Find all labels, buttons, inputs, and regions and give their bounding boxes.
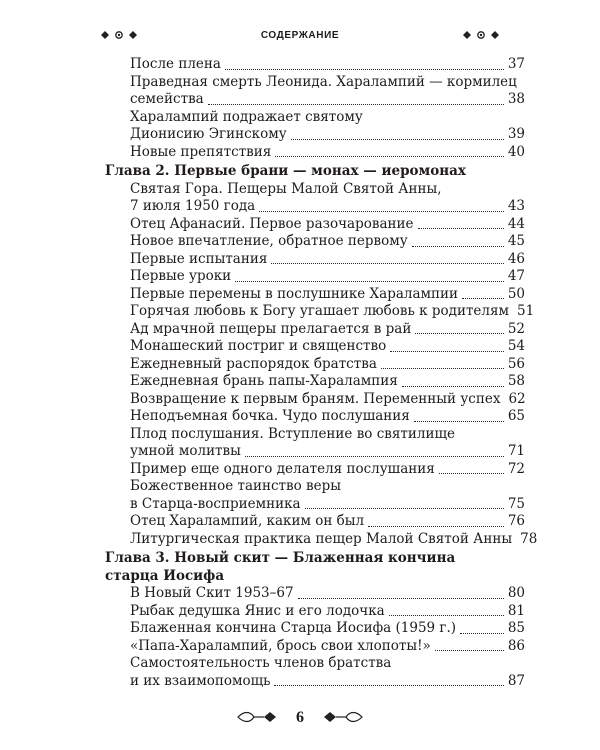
footer-right-ornament-icon: [320, 709, 364, 728]
toc-entry-text: После плена: [130, 56, 221, 72]
toc-page-number: 52: [507, 320, 525, 337]
toc-entry-text: «Папа-Харалампий, брось свои хлопоты!»: [130, 637, 431, 654]
toc-entry-text: Новое впечатление, обратное первому: [130, 233, 408, 249]
dot-leader: [271, 263, 503, 264]
toc-page-number: 56: [507, 355, 525, 372]
dot-leader: [381, 368, 504, 369]
toc-page-number: 38: [507, 91, 525, 107]
header-left-ornament-icon: [100, 30, 138, 40]
toc-page-number: 37: [507, 56, 525, 72]
toc-entry: [105, 56, 525, 74]
toc-entry: [105, 620, 525, 638]
toc-entry-text: Дионисию Эгинскому: [130, 126, 287, 142]
toc-entry: [105, 321, 525, 339]
toc-page-number: 47: [507, 268, 525, 284]
toc-entry: [105, 109, 525, 144]
page-footer: [0, 706, 600, 730]
toc-entry-text: Харалампий подражает святому: [130, 108, 363, 125]
toc-page-number: 85: [507, 620, 525, 636]
dot-leader: [259, 211, 504, 212]
toc-entry: [105, 216, 525, 234]
toc-entry: [105, 530, 538, 549]
dot-leader: [368, 526, 504, 527]
toc-page-number: 72: [507, 460, 525, 477]
toc-page-number: 62: [508, 390, 526, 407]
dot-leader: [291, 139, 504, 140]
toc-entry-text: Горячая любовь к Богу угашает любовь к родителям: [130, 303, 510, 319]
toc-entry-text: Первые испытания: [130, 250, 268, 267]
toc-entry-text: 7 июля 1950 года: [130, 198, 256, 214]
toc-chapter-heading: [105, 550, 525, 585]
toc-entry-text: Ад мрачной пещеры прелагается в рай: [130, 320, 412, 337]
dot-leader: [439, 473, 504, 474]
toc-entry: [105, 391, 525, 409]
toc-entry-text: и их взаимопомощь: [130, 672, 271, 689]
toc-entry-text: Первые перемены в послушнике Харалампии: [130, 285, 459, 302]
table-of-contents: [105, 56, 538, 690]
toc-entry: [105, 585, 525, 603]
toc-page-number: 58: [507, 373, 525, 389]
toc-entry-text: Новые препятствия: [130, 143, 272, 160]
toc-entry: [105, 461, 525, 479]
footer-left-ornament-icon: [236, 709, 280, 728]
dot-leader: [402, 386, 504, 387]
toc-entry-text: Божественное таинство веры: [130, 478, 342, 494]
dot-leader: [460, 633, 504, 634]
toc-entry: [105, 233, 525, 251]
header-title: СОДЕРЖАНИЕ: [260, 29, 340, 41]
toc-page-number: 81: [507, 602, 525, 619]
toc-entry: [105, 638, 525, 656]
toc-page-number: 50: [507, 285, 525, 302]
dot-leader: [415, 333, 503, 334]
toc-entry: [105, 655, 525, 690]
dot-leader: [414, 421, 504, 422]
dot-leader: [462, 298, 504, 299]
toc-entry: [105, 478, 525, 513]
toc-entry: [105, 268, 525, 286]
dot-leader: [225, 69, 504, 70]
toc-page-number: 46: [507, 250, 525, 267]
toc-entry-text: Отец Афанасий. Первое разочарование: [130, 215, 414, 232]
toc-page-number: 44: [507, 215, 525, 232]
toc-entry: [105, 181, 525, 216]
toc-page-number: 51: [517, 303, 535, 319]
dot-leader: [412, 246, 504, 247]
toc-entry-text: Блаженная кончина Старца Иосифа (1959 г.): [130, 620, 457, 636]
toc-entry: [105, 251, 525, 269]
toc-entry-text: Пример еще одного делателя послушания: [130, 460, 435, 477]
toc-page-number: 76: [507, 513, 525, 529]
toc-entry-text: Возвращение к первым браням. Переменный успех: [130, 390, 501, 407]
toc-entry: [105, 373, 525, 391]
toc-entry: [105, 356, 525, 374]
toc-entry-text: Плод послушания. Вступление во святилище: [130, 425, 455, 442]
toc-page-number: 54: [507, 338, 525, 354]
dot-leader: [298, 598, 504, 599]
toc-entry-text: Ежедневная брань папы-Харалампия: [130, 373, 398, 389]
toc-page-number: 78: [520, 530, 538, 547]
running-header: [100, 22, 500, 48]
toc-entry: [105, 426, 525, 461]
toc-entry-text: Глава 2. Первые брани — монах — иеромонах: [105, 163, 466, 179]
toc-chapter-heading: [105, 163, 525, 181]
dot-leader: [435, 650, 504, 651]
toc-page-number: 39: [507, 126, 525, 142]
toc-entry-text: Ежедневный распорядок братства: [130, 355, 377, 372]
toc-page-number: 40: [507, 143, 525, 160]
dot-leader: [245, 456, 504, 457]
page-number: 6: [296, 709, 304, 726]
toc-entry: [105, 286, 525, 304]
toc-entry-text: Отец Харалампий, каким он был: [130, 513, 365, 529]
toc-entry: [105, 338, 525, 356]
toc-page-number: 71: [507, 443, 525, 459]
dot-leader: [275, 156, 504, 157]
header-right-ornament-icon: [462, 30, 500, 40]
dot-leader: [208, 104, 504, 105]
dot-leader: [235, 281, 504, 282]
toc-entry-text: Глава 3. Новый скит — Блаженная кончина: [105, 550, 456, 566]
toc-entry: [105, 74, 525, 109]
dot-leader: [390, 351, 504, 352]
toc-page-number: 87: [507, 672, 525, 689]
toc-entry-text: Самостоятельность членов братства: [130, 655, 392, 671]
toc-page-number: 65: [507, 408, 525, 424]
toc-page-number: 75: [507, 495, 525, 512]
toc-entry: [105, 603, 525, 621]
toc-page-number: 86: [507, 637, 525, 654]
toc-entry-text: Святая Гора. Пещеры Малой Святой Анны,: [130, 180, 442, 197]
dot-leader: [418, 228, 504, 229]
toc-entry-text: Праведная смерть Леонида. Харалампий — кормилец: [130, 73, 517, 90]
toc-entry-text: В Новый Скит 1953–67: [130, 585, 294, 601]
dot-leader: [305, 508, 504, 509]
toc-entry-text: Неподъемная бочка. Чудо послушания: [130, 408, 410, 424]
dot-leader: [389, 615, 504, 616]
toc-entry-text: Монашеский постриг и священство: [130, 338, 387, 354]
toc-entry-text: Первые уроки: [130, 268, 232, 284]
toc-entry: [105, 303, 535, 321]
dot-leader: [274, 685, 503, 686]
toc-entry-text: семейства: [130, 91, 204, 107]
toc-page-number: 80: [507, 585, 525, 601]
toc-entry-text: умной молитвы: [130, 443, 241, 459]
toc-entry-text: в Старца-восприемника: [130, 495, 301, 512]
toc-entry-text: Литургическая практика пещер Малой Святой Анны: [130, 530, 513, 547]
toc-entry-text: Рыбак дедушка Янис и его лодочка: [130, 602, 385, 619]
toc-page-number: 45: [507, 233, 525, 249]
toc-entry: [105, 408, 525, 426]
toc-entry-text: старца Иосифа: [105, 567, 225, 584]
toc-entry: [105, 513, 525, 531]
toc-page-number: 43: [507, 198, 525, 214]
toc-entry: [105, 144, 525, 162]
